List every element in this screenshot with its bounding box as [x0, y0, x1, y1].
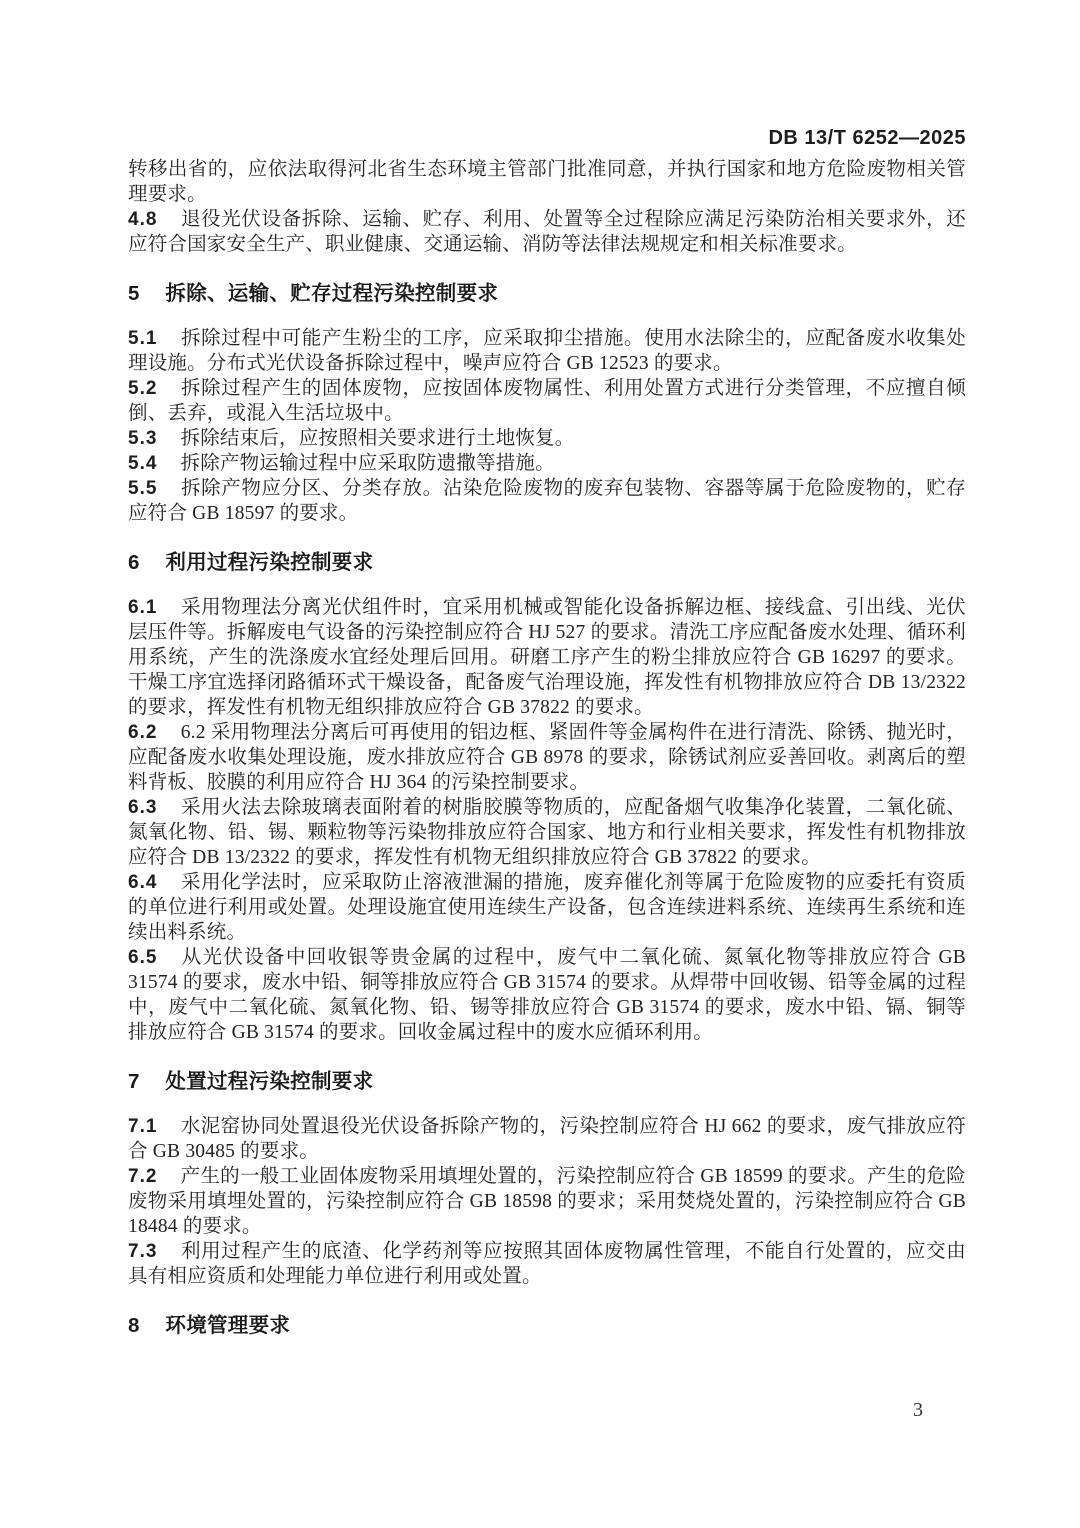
clause-text: 拆除过程中可能产生粉尘的工序，应采取抑尘措施。使用水法除尘的，应配备废水收集处理设施。分布式光伏设备拆除过程中，噪声应符合 GB 12523 的要求。 — [128, 328, 967, 374]
clause-number: 7.2 — [128, 1166, 158, 1187]
clause-number: 5.5 — [128, 478, 158, 499]
clause-text: 采用物理法分离光伏组件时，宜采用机械或智能化设备拆解边框、接线盒、引出线、光伏层压件等。拆解废电气设备的污染控制应符合 HJ 527 的要求。清洗工序应配备废水处理、循环利用系统，产生的洗涤废水宜经处理后回用。研磨工序产生的粉尘排放应符合 GB 16297 的要求。干燥工序宜选择闭路循环式干燥设备，配备废气治理设施，挥发性有机物排放应符合 DB 13/2322 的要求，挥发性有机物无组织排放应符合 GB 37822 的要求。 — [128, 597, 967, 718]
clause-paragraph — [128, 426, 966, 451]
clause-paragraph — [128, 1114, 966, 1164]
section-number: 8 — [128, 1314, 140, 1337]
clause-number: 6.3 — [128, 797, 158, 818]
clause-paragraph — [128, 945, 966, 1045]
page-number: 3 — [913, 1399, 923, 1421]
clause-paragraph — [128, 451, 966, 476]
clause-number: 5.4 — [128, 453, 158, 474]
section-title: 利用过程污染控制要求 — [165, 551, 374, 574]
clause-text: 从光伏设备中回收银等贵金属的过程中，废气中二氧化硫、氮氧化物等排放应符合 GB 31574 的要求，废水中铅、铜等排放应符合 GB 31574 的要求。从焊带中回收锡、铅等金属的过程中，废气中二氧化硫、氮氧化物、铅、锡等排放应符合 GB 31574 的要求，废水中铅、镉、铜等排放应符合 GB 31574 的要求。回收金属过程中的废水应循环利用。 — [128, 947, 967, 1043]
section-title: 处置过程污染控制要求 — [165, 1070, 374, 1093]
document-body — [128, 157, 966, 1358]
clause-number: 6.2 — [128, 722, 158, 743]
clause-paragraph — [128, 157, 966, 207]
clause-text: 拆除过程产生的固体废物，应按固体废物属性、利用处置方式进行分类管理，不应擅自倾倒、丢弃，或混入生活垃圾中。 — [128, 378, 967, 424]
section-title: 环境管理要求 — [165, 1314, 291, 1337]
clause-text: 水泥窑协同处置退役光伏设备拆除产物的，污染控制应符合 HJ 662 的要求，废气排放应符合 GB 30485 的要求。 — [128, 1116, 966, 1162]
clause-text: 拆除结束后，应按照相关要求进行土地恢复。 — [180, 428, 575, 449]
clause-number: 4.8 — [128, 209, 158, 230]
clause-paragraph — [128, 720, 966, 795]
section-heading — [128, 1313, 966, 1339]
clause-number: 7.3 — [128, 1241, 158, 1262]
clause-text: 利用过程产生的底渣、化学药剂等应按照其固体废物属性管理，不能自行处置的，应交由具有相应资质和处理能力单位进行利用或处置。 — [128, 1241, 967, 1287]
clause-number: 7.1 — [128, 1116, 158, 1137]
clause-text: 退役光伏设备拆除、运输、贮存、利用、处置等全过程除应满足污染防治相关要求外，还应符合国家安全生产、职业健康、交通运输、消防等法律法规规定和相关标准要求。 — [128, 209, 967, 255]
section-number: 6 — [128, 551, 140, 574]
clause-paragraph — [128, 795, 966, 870]
clause-text: 转移出省的，应依法取得河北省生态环境主管部门批准同意，并执行国家和地方危险废物相关管理要求。 — [128, 159, 966, 205]
section-number: 5 — [128, 282, 140, 305]
clause-paragraph — [128, 1164, 966, 1239]
doc-standard-code: DB 13/T 6252—2025 — [768, 127, 966, 149]
clause-number: 6.1 — [128, 597, 158, 618]
clause-number: 6.4 — [128, 872, 158, 893]
clause-text: 产生的一般工业固体废物采用填埋处置的，污染控制应符合 GB 18599 的要求。产生的危险废物采用填埋处置的，污染控制应符合 GB 18598 的要求；采用焚烧处置的，污染控制应符合 GB 18484 的要求。 — [128, 1166, 966, 1237]
section-title: 拆除、运输、贮存过程污染控制要求 — [165, 282, 499, 305]
clause-paragraph — [128, 476, 966, 526]
section-heading — [128, 281, 966, 307]
clause-paragraph — [128, 595, 966, 720]
clause-paragraph — [128, 1239, 966, 1289]
clause-paragraph — [128, 207, 966, 257]
clause-number: 5.1 — [128, 328, 158, 349]
clause-text: 采用火法去除玻璃表面附着的树脂胶膜等物质的，应配备烟气收集净化装置，二氧化硫、氮氧化物、铅、锡、颗粒物等污染物排放应符合国家、地方和行业相关要求，挥发性有机物排放应符合 DB 13/2322 的要求，挥发性有机物无组织排放应符合 GB 37822 的要求。 — [128, 797, 967, 868]
clause-number: 5.3 — [128, 428, 158, 449]
section-number: 7 — [128, 1070, 140, 1093]
clause-text: 6.2 采用物理法分离后可再使用的铝边框、紧固件等金属构件在进行清洗、除锈、抛光时，应配备废水收集处理设施，废水排放应符合 GB 8978 的要求，除锈试剂应妥善回收。剥离后的塑料背板、胶膜的利用应符合 HJ 364 的污染控制要求。 — [128, 722, 967, 793]
section-heading — [128, 550, 966, 576]
clause-text: 拆除产物运输过程中应采取防遗撒等措施。 — [180, 453, 555, 474]
clause-paragraph — [128, 376, 966, 426]
clause-text: 采用化学法时，应采取防止溶液泄漏的措施，废弃催化剂等属于危险废物的应委托有资质的单位进行利用或处置。处理设施宜使用连续生产设备，包含连续进料系统、连续再生系统和连续出料系统。 — [128, 872, 967, 943]
clause-number: 5.2 — [128, 378, 158, 399]
section-heading — [128, 1069, 966, 1095]
clause-paragraph — [128, 326, 966, 376]
clause-number: 6.5 — [128, 947, 158, 968]
clause-paragraph — [128, 870, 966, 945]
clause-text: 拆除产物应分区、分类存放。沾染危险废物的废弃包装物、容器等属于危险废物的，贮存应符合 GB 18597 的要求。 — [128, 478, 967, 524]
